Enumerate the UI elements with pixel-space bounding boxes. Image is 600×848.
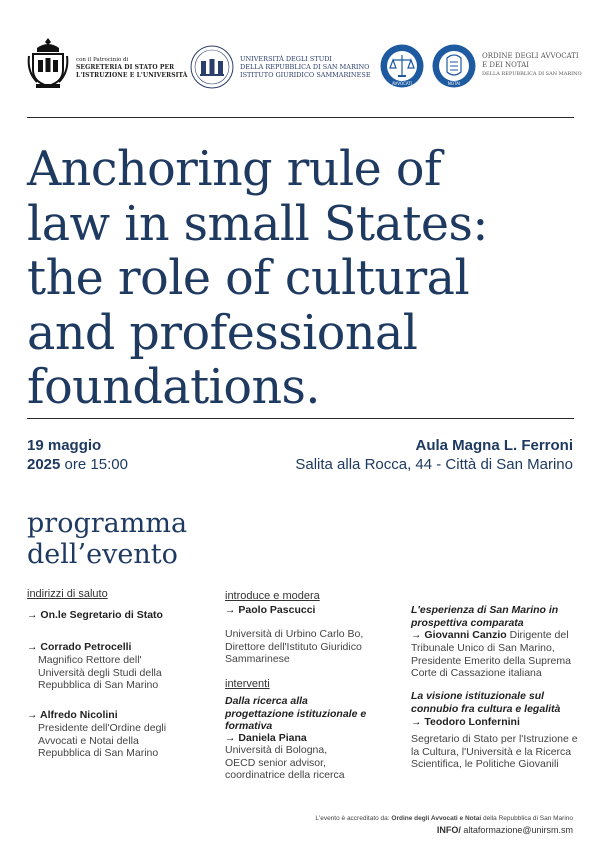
canzio-line-1: → Giovanni Canzio Dirigente del xyxy=(411,629,569,641)
speaker-lonfernini-name: Teodoro Lonfernini xyxy=(424,716,520,728)
secretariat-line-1: SEGRETERIA DI STATO PER xyxy=(76,64,175,71)
patronage-text xyxy=(76,56,188,80)
talk-canzio-title-line-1: L'esperienza di San Marino in xyxy=(411,604,559,616)
san-marino-crest-logo xyxy=(27,36,69,90)
canzio-role-line-3: Presidente Emerito della Suprema xyxy=(411,654,571,667)
event-year: 2025 xyxy=(27,456,61,473)
petrocelli-role-line-1: Magnifico Rettore dell' xyxy=(38,654,142,666)
seal2-text: NOTAI xyxy=(447,81,461,86)
notaries-seal-logo xyxy=(432,44,476,88)
title-line-1: Anchoring rule of xyxy=(27,142,442,197)
canzio-role-line-2: Tribunale Unico di San Marino, xyxy=(411,642,555,654)
nicolini-role-line-1: Presidente dell'Ordine degli xyxy=(38,722,167,734)
talk-piana-title-line-3: formativa xyxy=(225,720,273,732)
section-greetings-heading: indirizzi di saluto xyxy=(27,588,108,600)
moderator-role-line-1: Università di Urbino Carlo Bo, xyxy=(225,628,364,640)
university-line-3: ISTITUTO GIURIDICO SAMMARINESE xyxy=(240,71,371,79)
info-contact xyxy=(437,825,573,835)
talk-piana-title-line-2: progettazione istituzionale e xyxy=(225,707,367,720)
speaker-nicolini: → Alfredo Nicolini xyxy=(27,709,118,721)
order-line-2: E DEI NOTAI xyxy=(482,61,530,69)
speaker-secretary-name: On.le Segretario di Stato xyxy=(40,609,163,621)
event-year-time xyxy=(27,455,128,474)
title-line-4: and professional xyxy=(27,305,418,361)
piana-role-line-2: OECD senior advisor, xyxy=(225,756,326,769)
speaker-petrocelli-role xyxy=(38,654,162,692)
event-date: 19 maggio xyxy=(27,437,102,454)
lonfernini-role-line-1: Segretario di Stato per l'Istruzione e xyxy=(411,733,578,745)
canzio-role-line-1: Dirigente del xyxy=(506,629,569,641)
event-title xyxy=(27,143,587,416)
speaker-nicolini-role xyxy=(38,722,166,760)
lonfernini-role-line-3: Scientifica, le Politiche Giovanili xyxy=(411,758,559,770)
accreditation-suffix: della Repubblica di San Marino xyxy=(481,815,573,822)
nicolini-role-line-2: Avvocati e Notai della xyxy=(38,734,139,747)
speaker-lonfernini-role xyxy=(411,733,578,771)
speaker-canzio-name: Giovanni Canzio xyxy=(424,629,507,641)
info-label: INFO/ xyxy=(436,825,461,835)
programme-title xyxy=(27,508,187,570)
speaker-secretary: → On.le Segretario di Stato xyxy=(27,609,163,621)
talk-piana-title-line-1: Dalla ricerca alla xyxy=(225,695,308,707)
university-logo xyxy=(190,45,234,89)
piana-role-line-1: Università di Bologna, xyxy=(225,744,328,756)
event-time: ore 15:00 xyxy=(64,456,128,473)
moderator-role-line-2: Direttore dell'Istituto Giuridico xyxy=(225,640,362,653)
piana-role-line-3: coordinatrice della ricerca xyxy=(225,769,345,781)
title-divider xyxy=(27,418,574,419)
header-divider xyxy=(27,117,574,118)
nicolini-role-line-3: Repubblica di San Marino xyxy=(38,747,159,759)
title-line-3: the role of cultural xyxy=(27,251,470,306)
programme-title-line-2: dell’evento xyxy=(27,539,178,570)
university-name xyxy=(240,55,371,79)
speaker-nicolini-name: Alfredo Nicolini xyxy=(40,709,118,721)
lawyers-seal-logo xyxy=(380,44,424,88)
moderator-name: Paolo Pascucci xyxy=(238,604,316,616)
patronage-line: con il Patrocinio di xyxy=(76,57,129,63)
secretariat-line-2: L'ISTRUZIONE E L'UNIVERSITÀ xyxy=(76,72,188,79)
university-line-1: UNIVERSITÀ DEGLI STUDI xyxy=(240,55,332,63)
university-line-2: DELLA REPUBBLICA DI SAN MARINO xyxy=(240,63,370,71)
talk-lonfernini-title xyxy=(411,690,560,715)
title-line-5: foundations. xyxy=(27,360,321,415)
section-moderator-heading: introduce e modera xyxy=(225,590,320,602)
speaker-petrocelli-name: Corrado Petrocelli xyxy=(40,641,132,653)
moderator: → Paolo Pascucci xyxy=(225,604,316,616)
speaker-petrocelli: → Corrado Petrocelli xyxy=(27,641,132,653)
talk-lonfernini-title-line-1: La visione istituzionale sul xyxy=(411,690,545,702)
accreditation-prefix: L'evento è accreditato da: xyxy=(315,815,392,822)
accreditation-org: Ordine degli Avvocati e Notai xyxy=(391,815,482,822)
moderator-role-line-3: Sammarinese xyxy=(225,653,290,665)
petrocelli-role-line-3: Repubblica di San Marino xyxy=(38,679,159,691)
talk-lonfernini-title-line-2: connubio fra cultura e legalità xyxy=(411,702,561,715)
talk-piana-title xyxy=(225,695,366,733)
info-email-link[interactable]: altaformazione@unirsm.sm xyxy=(460,825,573,835)
lonfernini-role-line-2: la Cultura, l'Università e la Ricerca xyxy=(411,745,572,758)
event-venue: Aula Magna L. Ferroni xyxy=(415,437,573,454)
petrocelli-role-line-2: Università degli Studi della xyxy=(38,666,162,679)
speaker-canzio xyxy=(411,629,591,680)
speaker-piana-name: Daniela Piana xyxy=(238,732,307,744)
speaker-piana-role xyxy=(225,744,345,782)
talk-canzio-title xyxy=(411,604,558,629)
canzio-role-line-4: Corte di Cassazione italiana xyxy=(411,667,542,679)
programme-title-line-1: programma xyxy=(27,508,188,539)
speaker-lonfernini: → Teodoro Lonfernini xyxy=(411,716,520,728)
title-line-2: law in small States: xyxy=(27,196,488,252)
seal1-text: AVVOCATI xyxy=(392,81,412,86)
moderator-role xyxy=(225,628,363,666)
event-address: Salita alla Rocca, 44 - Città di San Marino xyxy=(295,456,573,473)
talk-canzio-title-line-2: prospettiva comparata xyxy=(411,616,524,629)
order-name xyxy=(482,52,582,79)
order-line-3: DELLA REPUBBLICA DI SAN MARINO xyxy=(482,71,582,77)
section-talks-heading: interventi xyxy=(225,678,270,690)
accreditation-note xyxy=(315,815,573,822)
order-line-1: ORDINE DEGLI AVVOCATI xyxy=(482,52,579,60)
speaker-piana: → Daniela Piana xyxy=(225,732,307,744)
